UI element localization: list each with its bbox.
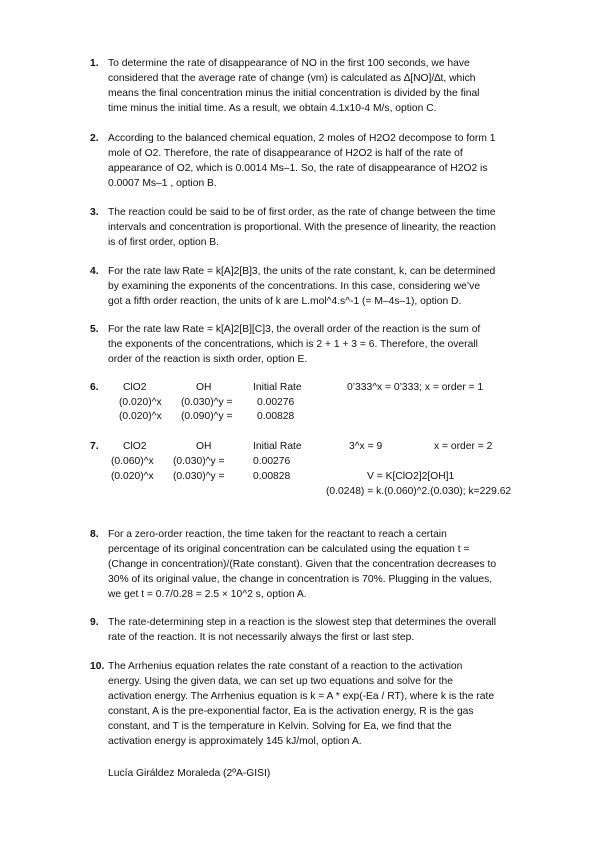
answer-text: The Arrhenius equation relates the rate constant of a reaction to the activation energy. Using the given data, we can set up two equations and solve for the activation energy. The Arrhenius equation is k = A * exp(-Ea / RT), where k is the rate constant, A is the pre-exponential factor, Ea is the activation energy, R is the gas constant, and T is the temperature in Kelvin. Solving for Ea, we find that the activation energy is approximately 145 kJ/mol, option A. [108,661,495,747]
answer-text: For a zero-order reaction, the time taken for the reactant to reach a certain percentage of its original concentration can be calculated using the equation t = (Change in concentration)/(Rate constant). Given that the concentration decreases to 30% of its original value, the change in concentration is 70%. Plugging in the values, we get t = 0.7/0.28 = 2.5 × 10^2 s, option A. [108,529,497,600]
clo2-value: (0.060)^x [111,456,154,467]
question-number: 6. [90,382,99,393]
clo2-header: ClO2 [123,382,147,393]
question-number: 3. [90,207,99,218]
answer-text: To determine the rate of disappearance of NO in the first 100 seconds, we have considered that the average rate of change (vm) is calculated as ∆[NO]/∆t, which means the final concentration minus the initial concentration is divided by the final time minus the initial time. As a result, we obtain 4.1x10-4 M/s, option C. [108,58,480,114]
answer-text: For the rate law Rate = k[A]2[B][C]3, the overall order of the reaction is the sum of the exponents of the concentrations, which is 2 + 1 + 3 = 6. Therefore, the overall order of the reaction is sixth order, option E. [108,324,481,365]
question-number: 4. [90,266,99,277]
clo2-value: (0.020)^x [119,411,162,422]
question-number: 8. [90,529,99,540]
clo2-value: (0.020)^x [119,397,162,408]
answer-text: The rate-determining step in a reaction is the slowest step that determines the overall rate of the reaction. It is not necessarily always the first or last step. [108,617,497,643]
order-calculation: 0’333^x = 0’333; x = order = 1 [347,382,484,393]
author-signature: Lucía Giráldez Moraleda (2ºA-GISI) [108,768,271,779]
oh-header: OH [196,441,212,452]
rate-value: 0.00828 [253,471,291,482]
question-number: 2. [90,133,99,144]
oh-value: (0.030)^y = [173,471,225,482]
answer-text: The reaction could be said to be of first order, as the rate of change between the time intervals and concentration is proportional. With the presence of linearity, the reaction is of first order, option B. [108,207,496,248]
clo2-value: (0.020)^x [111,471,154,482]
oh-value: (0.030)^y = [181,397,233,408]
answer-text: For the rate law Rate = k[A]2[B]3, the units of the rate constant, k, can be determined by examining the exponents of the concentrations. In this case, considering we’ve got a fifth order reaction, the units of k are L.mol^4.s^-1 (= M–4s–1), option D. [108,266,496,307]
oh-header: OH [196,382,212,393]
rate-value: 0.00828 [257,411,295,422]
question-number: 5. [90,324,99,335]
question-number: 9. [90,617,99,628]
initial-rate-header: Initial Rate [253,441,302,452]
oh-value: (0.030)^y = [173,456,225,467]
order-result: x = order = 2 [434,441,493,452]
clo2-header: ClO2 [123,441,147,452]
question-number: 1. [90,58,99,69]
rate-value: 0.00276 [253,456,291,467]
rate-value: 0.00276 [257,397,295,408]
initial-rate-header: Initial Rate [253,382,302,393]
question-number: 10. [90,661,105,672]
oh-value: (0.090)^y = [181,411,233,422]
order-calculation: 3^x = 9 [349,441,383,452]
question-number: 7. [90,441,99,452]
answer-text: According to the balanced chemical equation, 2 moles of H2O2 decompose to form 1 mole of O2. Therefore, the rate of disappearance of H2O2 is half of the rate of appearance of O2, which is 0.0014 Ms–1. So, the rate of disappearance of H2O2 is 0.0007 Ms–1 , option B. [108,133,496,189]
rate-law: V = K[ClO2]2[OH]1 [367,471,455,482]
rate-constant-result: (0.0248) = k.(0.060)^2.(0.030); k=229.62 [326,486,512,497]
